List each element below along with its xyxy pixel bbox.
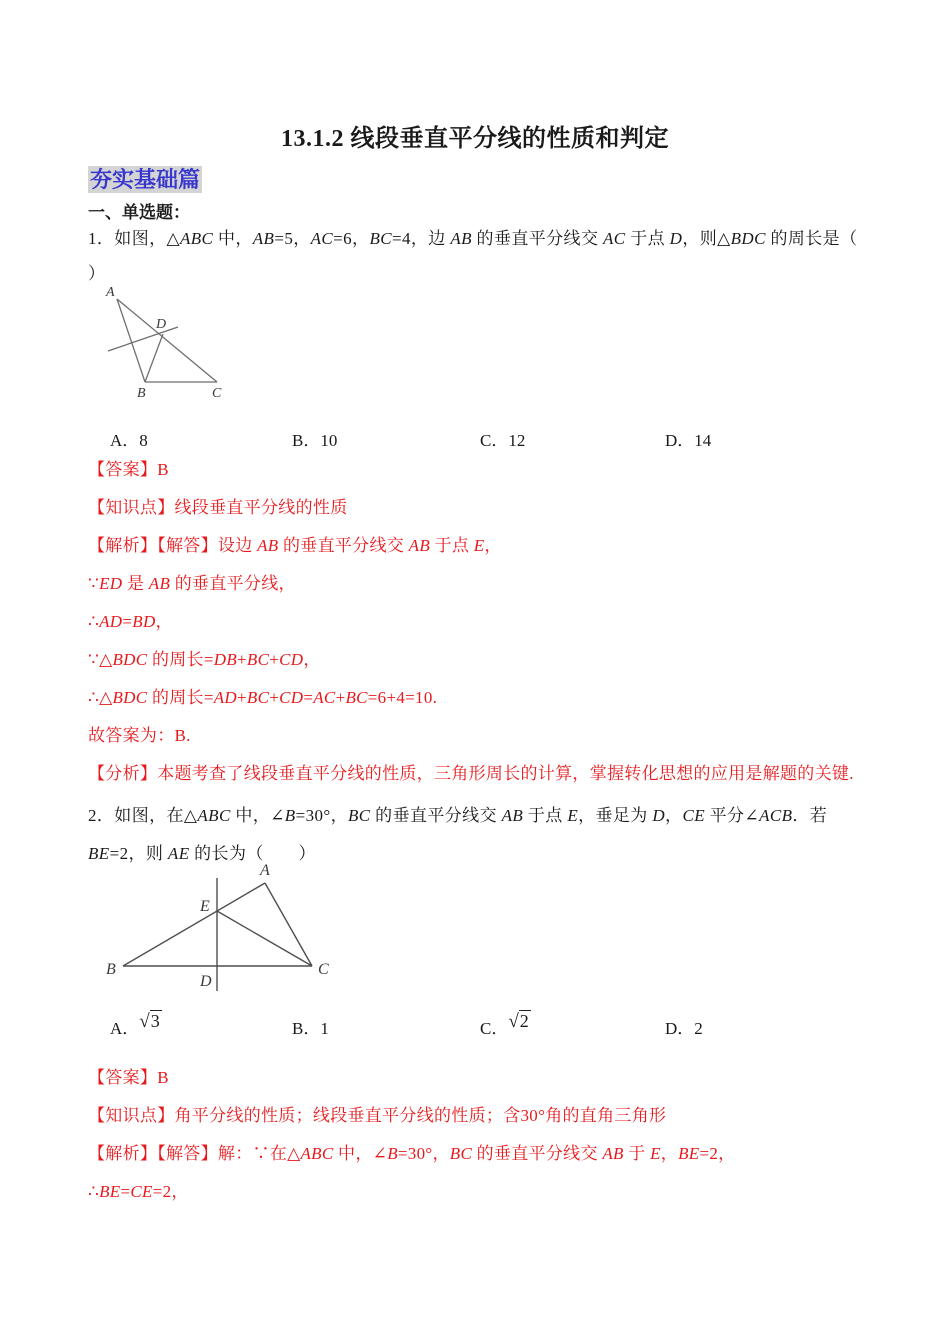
d1-label-b: B [137,386,146,401]
knowledge-line: 【知识点】角平分线的性质；线段垂直平分线的性质；含30°角的直角三角形 [88,1106,667,1125]
question-1-stem-line-1: 1．如图，△ABC 中，AB=5，AC=6，BC=4，边 AB 的垂直平分线交 AC 于点 D，则△BDC 的周长是（ [88,229,858,248]
solution-line: 【解析】【解答】解：∵在△ABC 中，∠B=30°，BC 的垂直平分线交 AB 于 E，BE=2， [88,1144,736,1163]
sqrt-radical: √2 [508,1011,529,1032]
knowledge-line: 【知识点】线段垂直平分线的性质 [88,498,348,517]
option-b: B．1 [292,1019,329,1038]
question-1-stem-line-2: ） [88,264,106,283]
d2-label-a: A [260,862,270,879]
option-d: D．2 [665,1019,703,1038]
solution-line: ∵△BDC 的周长=DB+BC+CD， [88,650,321,669]
d1-side-ac [117,299,217,382]
question-2-stem-line-2: BE=2，则 AE 的长为（ ） [88,844,316,863]
d2-side-ba [123,883,265,966]
option-a: A．8 [110,431,148,450]
solution-line: 故答案为：B. [88,726,191,745]
section-header-highlight: 夯实基础篇 [90,167,201,192]
d2-side-ac [265,883,312,966]
question-1-solution [88,451,898,793]
d2-label-b: B [106,961,116,978]
answer-line: 【答案】B [88,1068,169,1087]
solution-line: ∴AD=BD， [88,612,173,631]
d1-perpendicular-bisector [108,327,178,351]
answer-line: 【答案】B [88,460,169,479]
option-d: D．14 [665,431,712,450]
d2-label-e: E [200,898,210,915]
question-2-solution [88,1059,898,1211]
question-2-options [88,1011,888,1044]
d1-label-d: D [156,317,167,332]
d1-label-c: C [212,386,222,401]
question-2-diagram [103,861,348,1003]
subsection-heading: 一、单选题： [88,203,190,222]
d2-label-d: D [200,973,212,990]
page-title: 13.1.2 线段垂直平分线的性质和判定 [281,126,669,152]
solution-line: 【解析】【解答】设边 AB 的垂直平分线交 AB 于点 E， [88,536,502,555]
option-b: B．10 [292,431,338,450]
section-header [88,163,202,194]
solution-line: ∴△BDC 的周长=AD+BC+CD=AC+BC=6+4=10. [88,688,438,707]
solution-line: ∴BE=CE=2， [88,1182,189,1201]
d2-segment-ec [217,911,312,966]
d1-label-a: A [106,285,115,300]
question-1-diagram [93,281,243,405]
question-2-stem-line-1: 2．如图，在△ABC 中，∠B=30°，BC 的垂直平分线交 AB 于点 E，垂足为 D，CE 平分∠ACB．若 [88,806,828,825]
option-a: A．√3 [110,1011,160,1038]
option-c: C．√2 [480,1011,529,1038]
sqrt-radical: √3 [139,1011,160,1032]
option-c: C．12 [480,431,526,450]
solution-line: ∵ED 是 AB 的垂直平分线， [88,574,296,593]
analysis-line: 【分析】本题考查了线段垂直平分线的性质，三角形周长的计算，掌握转化思想的应用是解题的关键. [88,764,854,783]
d2-label-c: C [318,961,329,978]
d1-segment-bd [145,334,163,382]
